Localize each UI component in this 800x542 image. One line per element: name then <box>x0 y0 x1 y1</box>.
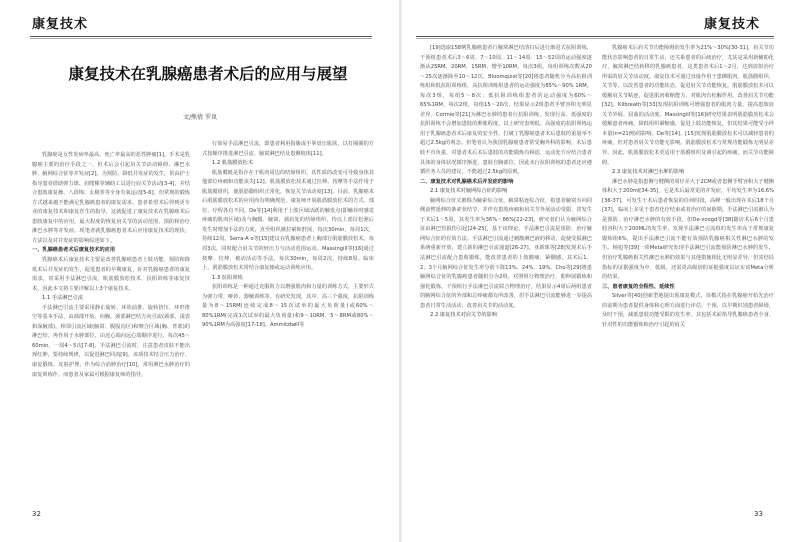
section-heading: 二、康复技术对乳腺癌术后并发症的影响 <box>420 178 514 185</box>
subsection-heading: 1.2 肌筋膜放松术 <box>212 160 254 167</box>
header-rule <box>30 38 372 39</box>
running-header-right: 康复技术 <box>704 17 761 32</box>
article-authors: 文/熊倩 罗岚 <box>183 114 217 121</box>
body-paragraph: 手法淋巴引流主要采用静止旋转、环状前推、旋转挤压、环形推空等基本手法，由颈部开始，向胸、颈部淋巴结方向引流(颈部、浅表和深腋部)，相邻引流区域(腋窝、腹股沟区)和吻合区域(胸、背部)的淋巴结，再作用于水肿部位，由近心端向远心端顺序进行，每次45～60min，一周4～5次[7-8]。手法淋巴引流时，注意患者皮肤不能出现红肿，要持续规律，以促进淋巴回流[9]。该项技术结合压力治疗、康复锻炼、皮肤护理，作为综合消肿治疗[10]，常用淋巴水肿治疗的康复训练作。而患者及家属可根据康复师的指导， <box>32 304 190 378</box>
subsection-heading: 1.3 抗阻训练 <box>212 274 243 281</box>
running-header-left: 康复技术 <box>32 17 89 32</box>
header-rule <box>416 36 774 37</box>
subsection-heading: 2.3 康复技术对淋巴水肿的影响 <box>612 169 685 176</box>
header-rule <box>30 36 372 37</box>
body-paragraph: 抗阻训练是一种通过克服阻力以增强肌肉和力量的训练方式，主要形式为弹力带、哑铃、器械训练等，有研究发现，其中、高三个强度，抗阻训练量为8～15RM(连续完成8～15次试举的最大负荷量)或60%～80%1RM(完成1次试举的最大负荷量)和9～10RM，5～8RM或80%～90%1RM为高强度[17-18]。Ammitzbøll等 <box>202 284 374 329</box>
section-heading: 三、患者康复的全程性、延续性 <box>602 283 675 290</box>
body-paragraph: 淋巴水肿是指患侧与健侧的周径差大于2CM或者患侧手臂容积大于健侧体积大于200ml[34-35]，它是术后最常见的并发症，平均发生率为16.6%[36-37]，可发生于术后患者恢复的任何时段，高峰一般出现在术后18个月[37]，临床上多见于患者化疗结束或者治疗的间歇期。手法淋巴引流被认为是预防、治疗淋巴水肿的有效手段，但De-voogd等[38]随访术后6个月患肢容积大于200ML的发生率，发现手法淋巴引流组的发生率高于常规康复锻炼组6%，提出手法淋巴引流不能有效预防乳腺癌相关性淋巴水肿的发生。杨旭等[39]一项Meta研究发现手法淋巴引流能预防淋巴水肿的发生，但治疗乳腺癌相关性淋巴水肿的效果与其他措施相比无明显差异，但其结局指标的证据强度为中、低级，还需更高级别的证据强度以证实该Meta分析的结果。 <box>602 178 774 281</box>
body-paragraph: 乳腺癌术后康复技术主要是改善乳腺癌患者上肢功能、预防和降低术后并发症的发生，促进患者的早期康复、针对乳腺癌患者的康复需求，常采用手法淋巴引流、肌筋膜放松技术、抗阻训练等康复技术，因此本文将主要详解以上3个康复技术。 <box>32 257 190 292</box>
body-paragraph: 乳腺癌术后肩关节功能障碍的发生率为21%～30%[30-31]，肩关节功能状态影响患者的日常生活，还关系患者的后续治疗，尤其是采用新辅助化疗、腋窝淋巴结转移的乳腺癌患者，这类患者术后1～2月，达到放射治疗所需的肩关节活动度。康复技术可通过直接作用于患侧肌肉、肌筋膜组织、关节等，以改善患者的功能状态，促进肩关节功能恢复。肌筋膜放松术可以缓解肩关节粘连，促进肌肉收缩能力，对肌肉有松解作用，改善肩关节功能[32]。Kilbreath等[33]发现抗阻训练可增强患者的肌肉力量，提高患肢肩关节外展、屈曲的活动度。Massingill等[16]研究结果表明肌筋膜放松术会缓解患者疼痛，降低组织紧缩感，促进上肢功能恢复，但其结果可能受小样本量(n=21例)的影响。De等[14]、[15]发现肌筋膜放松术可以减轻患者的疼痛，但对患者肩关节功能无影响，肌筋膜放松术与常规功能锻炼无明显差异。因此，肌筋膜放松术更适用于筋膜组织及调引起的疼痛，而关节功能障碍。 <box>602 45 774 166</box>
subsection-heading: 1.1 手法淋巴引流 <box>42 295 84 302</box>
article-title: 康复技术在乳腺癌患者术后的应用与展望 <box>68 64 348 83</box>
page-number-right: 33 <box>754 510 763 518</box>
body-paragraph: Silver等[40]创新型地提出预康复模式，该模式指在乳腺癌开始先治疗的前期为患者提供身体和心理方面进行评估、干预，以早期识别患者障碍，及时干预，减低患肢功能受限的发生率。其包括术前指导乳腺癌患者全身、针对性的功能锻炼和治疗引起的肩关 <box>602 293 774 328</box>
subsection-heading: 2.2 康复技术对肩关节的影响 <box>430 312 497 319</box>
text-column-right-2 <box>602 44 774 512</box>
page-number-left: 32 <box>32 510 41 518</box>
text-column-left-1 <box>32 151 190 511</box>
text-column-left-2 <box>202 140 374 512</box>
text-column-right-1 <box>420 44 592 512</box>
right-page <box>402 0 800 542</box>
body-paragraph: 腋网综合征又被称为腋索综合征，腋窝粘连综合征，指患者腋窝有向同侧前臂延伸的条索状结节，并伴有患肢疼痛和肩关节外展活动受限，常发生于术后1～5周，其发生率为36%～86%[22-23]。研究者们认为腋网综合征由淋巴管损伤引起[24-25]，基于该理论，手法淋巴引流是预防、治疗腋网综合征的有效方法。手法淋巴引流通过刺激淋巴液的移动，促使受损淋巴系统重新开放，建立新的淋巴引流通道[26-27]。亚新珠等[28]发现术后手法淋巴引流配合患肢锻炼，能改善患者的上肢酸痛、紧绷感，其术后1、2、3个月腋网综合征发生率分别下降13%、24%、19%。Cho等[29]将患腋网综合征的乳腺癌患者随机分为2组，对照组行物理治疗，即伸展锻炼和强化锻炼，干预组行手法淋巴引流联合物理治疗，结果显示4周后两组患者的腋网综合征的外部和总疼痛都有所改善，但手法淋巴引流能够进一步提高患者日常生活活动，改善肩关节的活动度。 <box>420 197 592 309</box>
header-rule <box>416 38 774 39</box>
subsection-heading: 2.1 康复技术对腋网综合征的影响 <box>430 188 508 195</box>
section-heading: 一、乳腺癌患者术后康复技术的应用 <box>32 247 116 254</box>
body-paragraph: 行简易手法淋巴引流，即患者利用指腹或手掌盘压肌肤，以打圈圈的方式按顺序推进淋巴引流、腋窝淋巴结及患侧肢体[11]。 <box>202 141 374 157</box>
body-paragraph: 肌筋膜链是指存在于肌肉周边的结缔组织，其性质的改变可导致身体其他部位疼痛和功能丧失[12]。肌筋膜放松技术通过拉伸、按摩等手法作用于肌筋膜组织，使肌筋膜组织正常化，恢复关节活动度[13]。目前，乳腺癌术后肌筋膜放松术的应用尚有明确规范，康复师开展肌筋膜放松术的方式、部位、疗程各有不同。De等[14]利用于上肢区域活跃的触发点(即触诊时感觉疼痛的肌肉区域)及与胸膜、腋窝、颈肩处的结缔组织，待以上部位松弛后发生时增加手法的力度，直至组织被拉紧和舒展，每次30min，每周1次，持续12周。Serra-A o等[15]建议在乳腺癌患者上胸部行肌筋膜放松术，每周3次，同时配合肩关节的轻压力与活动范围运动。Massingill等[16]通过按摩、拉伸、被动活动等手法，每次30min，每周2次，持续8周。临床上，肌筋膜放松术常结合康复操或运动训练应用。 <box>202 169 374 272</box>
body-paragraph: 乳腺癌是女性发病率最高、死亡率最高的恶性肿瘤[1]。手术是乳腺癌主要的治疗手段之一，但术后会引起肩关节活动障碍、淋巴水肿、腋网综合征等并发症[2]。为预防、降低并发症的发生，常由护士指导患者借助弹力球、肩爬梯等辅助工具进行肩关节活动[3-4]，并结合患肢康复操、八段锦、太极拳等全身有氧运动[5-6]。但常规的锻炼方式越来越不能满足乳腺癌患者的康复需求，患者希望术后得到更专业的康复技术和康复医生的指导，这就促进了康复技术在乳腺癌术后患肢康复中的应用，最大程度的恢复肩关节的活动范围，预防和治疗淋巴水肿等并发症。现笔者就乳腺癌患者术后应用康复技术的现状、方法以及对并发症的影响综述如下。 <box>32 152 190 244</box>
body-paragraph: [19]选取158例乳腺癌患者行腋窝淋巴结清扫后进行渐进式抗阻训练，干预组患者术后3～6周、7～10周、11～14周、15～52周的运动强度逐渐从25RM、20RM、15RM、增至10RM，每次3组，每组训练次数从20～25次逐渐降至10～12次。Bloomquist等[20]将患者随机分为高抗阻训练组和低抗阻训练组，高抗阻训练组患者的运动强度为85%～90% 1RM，每次3组，每组5～8次；低抗阻训练组患者的运动强度为60%～65%1RM，每次2组，每组15～20次，结果显示2组患者手臂容积无明显差异。Cormie等[21]为淋巴水肿的患者行抗阻训练，发现行高、低强度的抗阻训练不会增加患肢的肿胀程度，以上研究表明低、高强度的抗阻训练运用于乳腺癌患者术后康复的安全性，打破了乳腺癌患者术后患肢的重量举不超过2.5kg的观念。但笔者认为我国乳腺癌患者常受胸外科的影响，术后患肢不肯负重，对患者术后术后患肢的功能锻炼有顾虑，运动处方应结合患者具体的身体状况循序渐进，患肢自胸部位，因此未行抗阻训练的患者还应遵循医务人员的建议，不能超过2.5kg的原则。 <box>420 45 592 176</box>
